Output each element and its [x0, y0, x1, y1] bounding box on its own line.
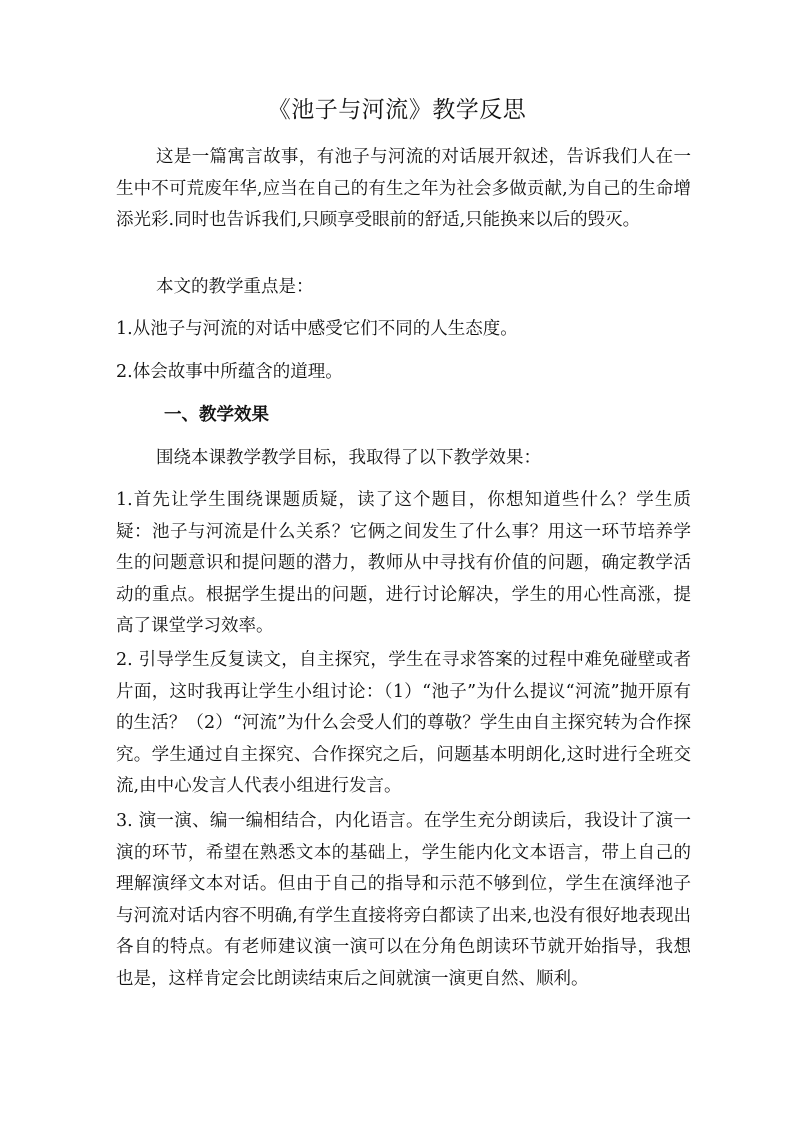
focus-item: 2.体会故事中所蕴含的道理。 [116, 362, 343, 382]
effect-point: 1.首先让学生围绕课题质疑，读了这个题目，你想知道些什么？学生质疑：池子与河流是什么关系？它俩之间发生了什么事？用这一环节培养学生的问题意识和提问题的潜力，教师从中寻找有价值的问题，确定教学活动的重点。根据学生提出的问题，进行讨论解决，学生的用心性高涨，提高了课堂学习效率。 [116, 490, 691, 636]
focus-intro: 本文的教学重点是： [156, 277, 314, 297]
focus-item: 1.从池子与河流的对话中感受它们不同的人生态度。 [116, 319, 518, 339]
section-heading: 一、教学效果 [164, 405, 269, 425]
effect-point: 3. 演一演、编一编相结合，内化语言。在学生充分朗读后，我设计了演一演的环节，希望在熟悉文本的基础上，学生能内化文本语言，带上自己的理解演绎文本对话。但由于自己的指导和示范不够到位，学生在演绎池子与河流对话内容不明确,有学生直接将旁白都读了出来,也没有很好地表现出各自的特点。有老师建议演一演可以在分角色朗读环节就开始指导，我想也是，这样肯定会比朗读结束后之间就演一演更自然、顺利。 [116, 811, 691, 989]
page-title: 《池子与河流》教学反思 [267, 97, 527, 123]
effect-point: 2. 引导学生反复读文，自主探究，学生在寻求答案的过程中难免碰壁或者片面，这时我再让学生小组讨论：（1）“池子”为什么提议“河流”抛开原有的生活？（2）“河流”为什么会受人们的尊敬？学生由自主探究转为合作探究。学生通过自主探究、合作探究之后，问题基本明朗化,这时进行全班交流,由中心发言人代表小组进行发言。 [116, 650, 691, 796]
section-intro: 围绕本课教学教学目标，我取得了以下教学效果： [156, 448, 541, 468]
intro-paragraph: 这是一篇寓言故事，有池子与河流的对话展开叙述，告诉我们人在一生中不可荒废年华,应当在自己的有生之年为社会多做贡献,为自己的生命增添光彩.同时也告诉我们,只顾享受眼前的舒适,只能换来以后的毁灭。 [116, 147, 691, 230]
